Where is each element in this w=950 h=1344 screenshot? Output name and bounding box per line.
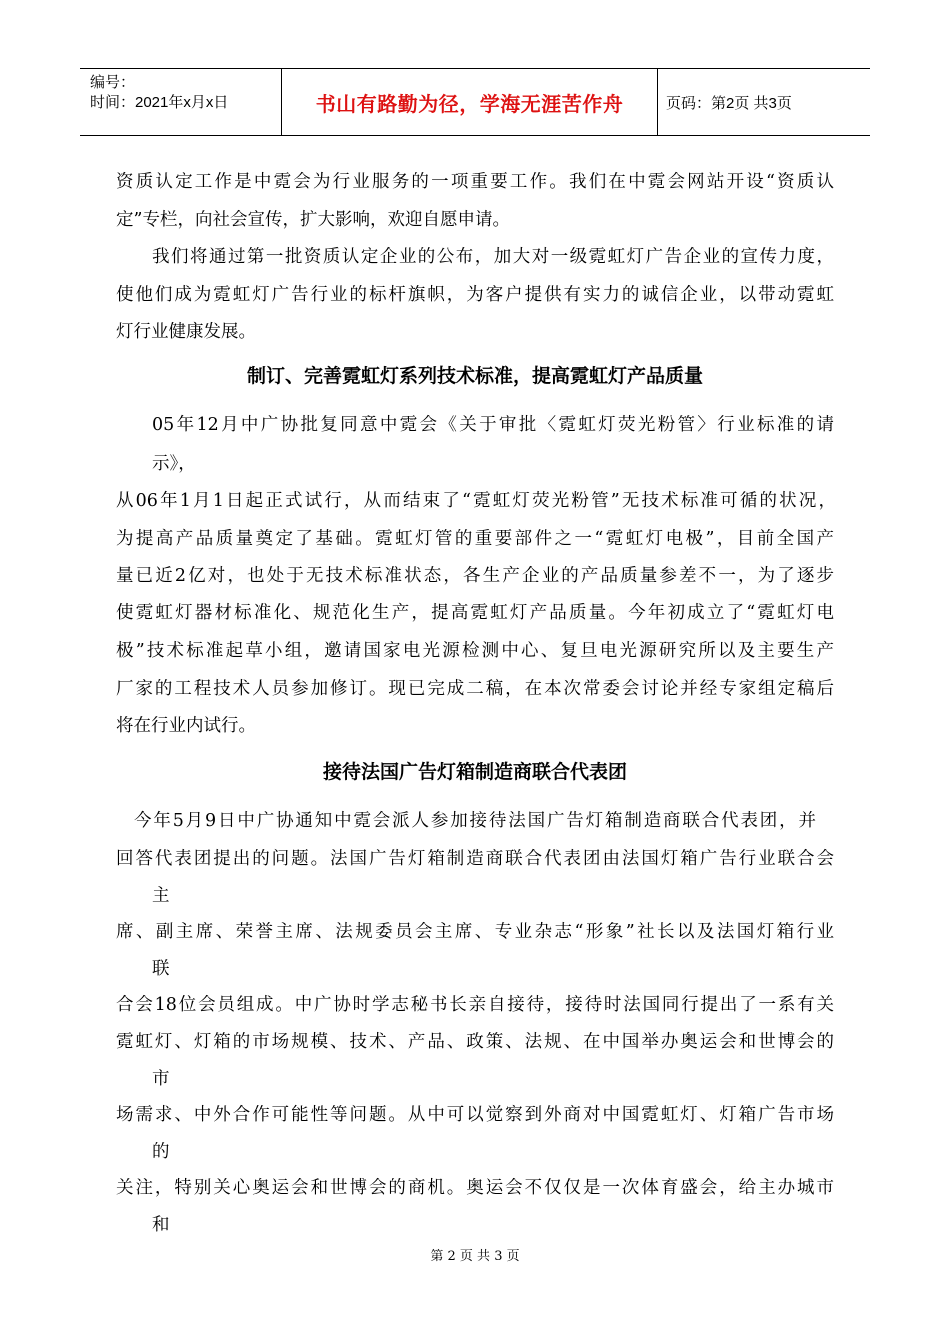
text-line: 资质认定工作是中霓会为行业服务的一项重要工作。我们在中霓会网站开设“资质认 — [116, 172, 834, 192]
text-line: 回答代表团提出的问题。法国广告灯箱制造商联合代表团由法国灯箱广告行业联合会 — [116, 849, 834, 869]
text-line: 和 — [152, 1215, 170, 1235]
text-line: 的 — [152, 1142, 170, 1162]
section-heading: 制订、完善霓虹灯系列技术标准，提高霓虹灯产品质量 — [246, 365, 703, 387]
text-line: 合会18位会员组成。中广协时学志秘书长亲自接待，接待时法国同行提出了一系有关 — [116, 995, 834, 1015]
text-line: 使霓虹灯器材标准化、规范化生产，提高霓虹灯产品质量。今年初成立了“霓虹灯电 — [116, 603, 834, 623]
text-line: 霓虹灯、灯箱的市场规模、技术、产品、政策、法规、在中国举办奥运会和世博会的 — [116, 1032, 834, 1052]
text-line: 量已近2亿对，也处于无技术标准状态，各生产企业的产品质量参差不一，为了逐步 — [116, 566, 834, 586]
header-page-info: 页码：第2页 共3页 — [666, 94, 792, 112]
text-line: 市 — [152, 1069, 170, 1089]
text-line: 主 — [152, 886, 170, 906]
text-line: 05年12月中广协批复同意中霓会《关于审批〈霓虹灯荧光粉管〉行业标准的请 — [152, 415, 834, 435]
text-line: 将在行业内试行。 — [116, 716, 256, 736]
text-line: 灯行业健康发展。 — [116, 322, 256, 342]
page-header — [80, 68, 870, 136]
text-line: 我们将通过第一批资质认定企业的公布，加大对一级霓虹灯广告企业的宣传力度， — [152, 247, 834, 267]
document-number-label: 编号： — [90, 74, 136, 91]
text-line: 联 — [152, 959, 170, 979]
text-line: 使他们成为霓虹灯广告行业的标杆旗帜，为客户提供有实力的诚信企业，以带动霓虹 — [116, 285, 834, 305]
text-line: 示》， — [152, 454, 196, 474]
document-time-label: 时间：2021年x月x日 — [90, 94, 229, 111]
text-line: 为提高产品质量奠定了基础。霓虹灯管的重要部件之一“霓虹灯电极”，目前全国产 — [116, 529, 834, 549]
text-line: 席、副主席、荣誉主席、法规委员会主席、专业杂志“形象”社长以及法国灯箱行业 — [116, 922, 834, 942]
section-heading: 接待法国广告灯箱制造商联合代表团 — [322, 761, 627, 783]
text-line: 定”专栏，向社会宣传，扩大影响，欢迎自愿申请。 — [116, 210, 510, 230]
text-line: 从06年1月1日起正式试行，从而结束了“霓虹灯荧光粉管”无技术标准可循的状况， — [116, 491, 836, 511]
header-motto: 书山有路勤为径，学海无涯苦作舟 — [282, 69, 658, 135]
text-line: 场需求、中外合作可能性等问题。从中可以觉察到外商对中国霓虹灯、灯箱广告市场 — [116, 1105, 834, 1125]
header-meta — [80, 69, 282, 135]
text-line: 极”技术标准起草小组，邀请国家电光源检测中心、复旦电光源研究所以及主要生产 — [116, 641, 834, 661]
text-line: 关注，特别关心奥运会和世博会的商机。奥运会不仅仅是一次体育盛会，给主办城市 — [116, 1178, 834, 1198]
text-line: 今年5月9日中广协通知中霓会派人参加接待法国广告灯箱制造商联合代表团，并 — [134, 811, 816, 831]
page-footer: 第 2 页 共 3 页 — [430, 1249, 520, 1264]
text-line: 厂家的工程技术人员参加修订。现已完成二稿，在本次常委会讨论并经专家组定稿后 — [116, 679, 834, 699]
